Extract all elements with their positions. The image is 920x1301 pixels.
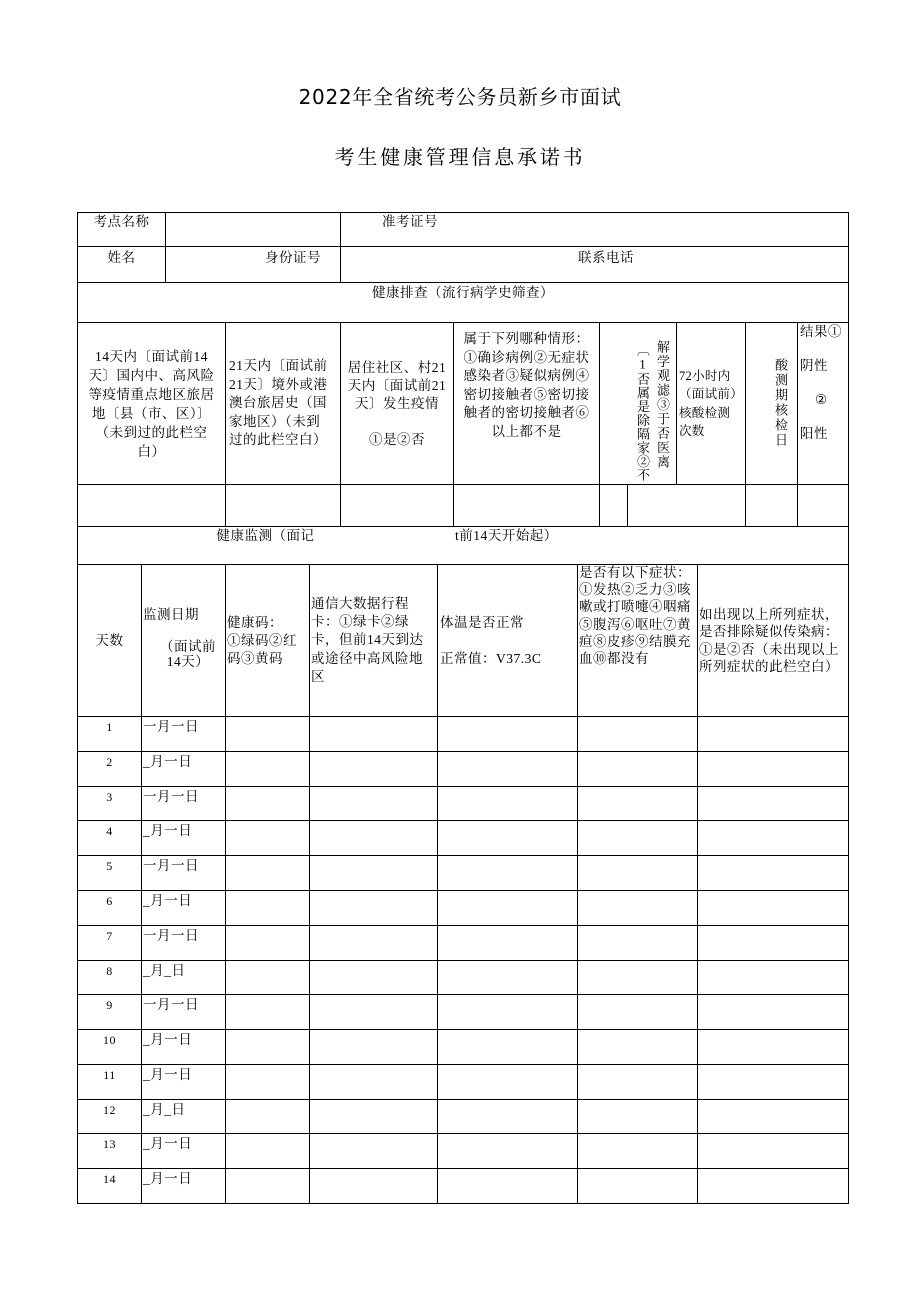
health-code-field[interactable] <box>225 1099 310 1134</box>
date-cell <box>141 786 226 821</box>
day-cell <box>77 820 142 856</box>
symptoms-field[interactable] <box>577 960 698 995</box>
domestic-travel-field[interactable] <box>77 484 226 527</box>
symptoms-field[interactable] <box>577 1099 698 1134</box>
nat-date-field[interactable] <box>745 484 798 527</box>
name-field[interactable] <box>165 246 341 283</box>
date-cell <box>141 820 226 856</box>
nat-count-header-text: 72小时内 （面试前） 核酸检测 次数 <box>679 368 744 438</box>
date-cell <box>141 960 226 995</box>
temperature-field[interactable] <box>437 786 578 821</box>
date-header <box>141 564 226 717</box>
nat-result-header <box>797 322 849 485</box>
exclude-disease-field[interactable] <box>697 890 849 926</box>
day-number: 8 <box>106 964 113 978</box>
date-cell <box>141 1168 226 1204</box>
isolation-status-text-right: 解学观滤③于否医离 <box>655 340 670 470</box>
nat-count-field[interactable] <box>627 484 746 527</box>
community-outbreak-header-text: 居住社区、村21 天内〔面试前21 天〕发生疫情 ①是②否 <box>347 359 447 447</box>
health-code-field[interactable] <box>225 1064 310 1100</box>
day-cell <box>77 1133 142 1169</box>
trip-card-field[interactable] <box>309 820 438 856</box>
day-number: 6 <box>106 894 113 908</box>
symptoms-field[interactable] <box>577 820 698 856</box>
monitor-date: 一月一日 <box>143 719 199 734</box>
nat-date-header <box>745 322 798 485</box>
health-code-field[interactable] <box>225 960 310 995</box>
temperature-field[interactable] <box>437 994 578 1030</box>
symptoms-field[interactable] <box>577 716 698 752</box>
exclude-disease-field[interactable] <box>697 994 849 1030</box>
case-category-header <box>453 322 600 485</box>
health-code-field[interactable] <box>225 820 310 856</box>
day-number: 11 <box>103 1068 116 1082</box>
ticket-number-field[interactable] <box>340 212 849 247</box>
symptoms-field[interactable] <box>577 1064 698 1100</box>
trip-card-field[interactable] <box>309 1168 438 1204</box>
case-category-field[interactable] <box>453 484 600 527</box>
overseas-travel-header <box>225 322 341 485</box>
exclude-disease-field[interactable] <box>697 1029 849 1065</box>
table-row <box>77 855 849 891</box>
health-code-field[interactable] <box>225 890 310 926</box>
day-cell <box>77 716 142 752</box>
table-row <box>77 1029 849 1065</box>
health-code-field[interactable] <box>225 1133 310 1169</box>
isolation-status-header <box>599 322 677 485</box>
date-cell <box>141 890 226 926</box>
day-number: 4 <box>106 824 113 838</box>
health-code-field[interactable] <box>225 1168 310 1204</box>
health-code-field[interactable] <box>225 751 310 787</box>
document-subtitle: 考生健康管理信息承诺书 <box>334 145 586 169</box>
community-outbreak-field[interactable] <box>340 484 454 527</box>
phone-label: 联系电话 <box>578 250 634 265</box>
monitoring-title-right: t前14天开始起） <box>455 528 558 543</box>
case-category-header-text: 属于下列哪种情形： ①确诊病例②无症状 感染者③疑似病例④ 密切接触者⑤密切接 触者的密切接触者⑥ 以上都不是 <box>463 331 590 439</box>
date-cell <box>141 1064 226 1100</box>
exclude-disease-header <box>697 564 849 717</box>
table-row <box>77 994 849 1030</box>
temperature-normal-value: 正常值：V37.3C <box>440 650 542 666</box>
symptoms-header <box>577 564 698 717</box>
trip-card-field[interactable] <box>309 716 438 752</box>
day-cell <box>77 890 142 926</box>
day-number: 9 <box>106 998 113 1012</box>
table-row <box>77 820 849 856</box>
exclude-disease-field[interactable] <box>697 960 849 995</box>
nat-result-label: 结果① <box>800 324 842 339</box>
name-label: 姓名 <box>107 250 136 265</box>
exclude-disease-field[interactable] <box>697 820 849 856</box>
exclude-disease-field[interactable] <box>697 786 849 821</box>
overseas-travel-header-text: 21天内〔面试前 21天〕境外或港 澳台旅居史（国 家地区）（未到 过的此栏空白） <box>229 358 328 448</box>
domestic-travel-header <box>77 322 226 485</box>
community-outbreak-header <box>340 322 454 485</box>
exclude-disease-field[interactable] <box>697 925 849 961</box>
isolation-status-field[interactable] <box>599 484 628 527</box>
table-row <box>77 751 849 787</box>
day-cell <box>77 1099 142 1134</box>
date-cell <box>141 855 226 891</box>
temperature-header-text: 体温是否正常 <box>440 614 524 630</box>
health-code-header <box>225 564 310 717</box>
symptoms-field[interactable] <box>577 1029 698 1065</box>
day-number: 5 <box>106 859 113 873</box>
trip-card-header <box>309 564 438 717</box>
day-number: 1 <box>106 720 113 734</box>
day-cell <box>77 786 142 821</box>
day-header-text: 天数 <box>95 632 124 648</box>
health-code-field[interactable] <box>225 786 310 821</box>
day-cell <box>77 1168 142 1204</box>
monitor-date: 一月一日 <box>143 928 199 943</box>
table-row <box>77 786 849 821</box>
temperature-field[interactable] <box>437 716 578 752</box>
nat-result-field[interactable] <box>797 484 849 527</box>
trip-card-field[interactable] <box>309 890 438 926</box>
temperature-field[interactable] <box>437 1168 578 1204</box>
table-row <box>77 1064 849 1100</box>
trip-card-field[interactable] <box>309 960 438 995</box>
exclude-disease-field[interactable] <box>697 1168 849 1204</box>
temperature-field[interactable] <box>437 925 578 961</box>
exam-site-field[interactable] <box>165 212 341 247</box>
monitor-date: _月一日 <box>143 754 193 769</box>
isolation-status-text-left: 〔1否属是除隔家②不 <box>635 343 650 482</box>
health-code-header-text: 健康码： ①绿码②红 码③黄码 <box>227 614 297 666</box>
monitor-date: 一月一日 <box>143 789 199 804</box>
trip-card-field[interactable] <box>309 1133 438 1169</box>
date-cell <box>141 716 226 752</box>
symptoms-header-text: 是否有以下症状： ①发热②乏力③咳 嗽或打喷嚏④咽痛 ⑤腹泻⑥呕吐⑦黄 疸⑧皮疹⑨结膜充 血⑩都没有 <box>579 565 691 667</box>
trip-card-field[interactable] <box>309 1064 438 1100</box>
date-cell <box>141 1133 226 1169</box>
table-row <box>77 716 849 752</box>
symptoms-field[interactable] <box>577 751 698 787</box>
day-number: 12 <box>103 1103 116 1117</box>
symptoms-field[interactable] <box>577 855 698 891</box>
day-number: 10 <box>103 1033 116 1047</box>
trip-card-field[interactable] <box>309 925 438 961</box>
date-header-text: 监测日期 <box>143 607 199 622</box>
table-row <box>77 1099 849 1134</box>
date-cell <box>141 751 226 787</box>
monitor-date: _月一日 <box>143 1171 193 1186</box>
table-row <box>77 1133 849 1169</box>
symptoms-field[interactable] <box>577 786 698 821</box>
health-code-field[interactable] <box>225 1029 310 1065</box>
trip-card-field[interactable] <box>309 786 438 821</box>
exclude-disease-field[interactable] <box>697 1133 849 1169</box>
nat-result-negative: 阴性 <box>800 358 828 373</box>
monitor-date: _月一日 <box>143 1032 193 1047</box>
date-cell <box>141 1029 226 1065</box>
symptoms-field[interactable] <box>577 925 698 961</box>
day-cell <box>77 960 142 995</box>
day-cell <box>77 751 142 787</box>
temperature-field[interactable] <box>437 820 578 856</box>
nat-date-header-text: 酸测期核检日 <box>773 358 788 448</box>
trip-card-header-text: 通信大数据行程 卡：①绿卡②绿 卡，但前14天到达 或途径中高风险地 区 <box>311 595 424 684</box>
table-row <box>77 960 849 995</box>
id-number-field[interactable] <box>340 246 849 283</box>
ticket-number-label: 准考证号 <box>382 214 438 229</box>
document-title: 2022年全省统考公务员新乡市面试 <box>298 85 622 109</box>
temperature-field[interactable] <box>437 1133 578 1169</box>
temperature-field[interactable] <box>437 1064 578 1100</box>
screening-title: 健康排查（流行病学史筛查） <box>372 285 554 300</box>
monitoring-title-cell <box>77 526 849 565</box>
day-number: 14 <box>103 1172 116 1186</box>
nat-result-positive: 阳性 <box>800 426 828 441</box>
day-cell <box>77 994 142 1030</box>
monitoring-title-left: 健康监测（面记 <box>216 528 315 543</box>
monitor-date: _月一日 <box>143 1136 193 1151</box>
exclude-disease-field[interactable] <box>697 1099 849 1134</box>
id-number-label: 身份证号 <box>265 250 321 265</box>
table-row <box>77 890 849 926</box>
day-cell <box>77 1064 142 1100</box>
exclude-disease-field[interactable] <box>697 1064 849 1100</box>
day-cell <box>77 1029 142 1065</box>
health-code-field[interactable] <box>225 855 310 891</box>
day-cell <box>77 925 142 961</box>
monitor-date: _月_日 <box>143 1102 186 1117</box>
trip-card-field[interactable] <box>309 751 438 787</box>
symptoms-field[interactable] <box>577 1133 698 1169</box>
exclude-disease-field[interactable] <box>697 855 849 891</box>
temperature-field[interactable] <box>437 960 578 995</box>
domestic-travel-header-text: 14天内〔面试前14 天〕国内中、高风险 等疫情重点地区旅居 地〔县（市、区）〕 （未到过的此栏空 白） <box>88 348 215 459</box>
symptoms-field[interactable] <box>577 994 698 1030</box>
exclude-disease-field[interactable] <box>697 751 849 787</box>
monitor-date: 一月一日 <box>143 997 199 1012</box>
temperature-field[interactable] <box>437 751 578 787</box>
exclude-disease-field[interactable] <box>697 716 849 752</box>
temperature-field[interactable] <box>437 1099 578 1134</box>
exclude-disease-header-text: 如出现以上所列症状， 是否排除疑似传染病： ①是②否（未出现以上 所列症状的此栏空白） <box>699 606 839 674</box>
trip-card-field[interactable] <box>309 1029 438 1065</box>
symptoms-field[interactable] <box>577 890 698 926</box>
day-number: 3 <box>106 790 113 804</box>
health-code-field[interactable] <box>225 994 310 1030</box>
symptoms-field[interactable] <box>577 1168 698 1204</box>
monitor-date: _月一日 <box>143 893 193 908</box>
monitor-date: _月一日 <box>143 1067 193 1082</box>
exam-site-label: 考点名称 <box>93 214 150 229</box>
day-number: 2 <box>106 755 113 769</box>
temperature-field[interactable] <box>437 855 578 891</box>
temperature-field[interactable] <box>437 890 578 926</box>
day-header <box>77 564 142 717</box>
name-label-cell <box>77 246 166 283</box>
exam-site-label-cell <box>77 212 166 247</box>
date-cell <box>141 994 226 1030</box>
monitor-date: 一月一日 <box>143 858 199 873</box>
temperature-field[interactable] <box>437 1029 578 1065</box>
day-number: 13 <box>103 1137 116 1151</box>
nat-result-option2-mark: ② <box>815 392 828 407</box>
date-cell <box>141 925 226 961</box>
trip-card-field[interactable] <box>309 1099 438 1134</box>
date-cell <box>141 1099 226 1134</box>
day-number: 7 <box>106 929 113 943</box>
health-code-field[interactable] <box>225 925 310 961</box>
overseas-travel-field[interactable] <box>225 484 341 527</box>
monitor-date: _月_日 <box>143 963 186 978</box>
date-header-note: （面试前 14天） <box>160 639 216 669</box>
health-code-field[interactable] <box>225 716 310 752</box>
trip-card-field[interactable] <box>309 855 438 891</box>
table-row <box>77 925 849 961</box>
monitor-date: _月一日 <box>143 823 193 838</box>
nat-count-header <box>676 322 746 485</box>
trip-card-field[interactable] <box>309 994 438 1030</box>
table-row <box>77 1168 849 1204</box>
day-cell <box>77 855 142 891</box>
temperature-header <box>437 564 578 717</box>
screening-title-cell <box>77 282 849 323</box>
